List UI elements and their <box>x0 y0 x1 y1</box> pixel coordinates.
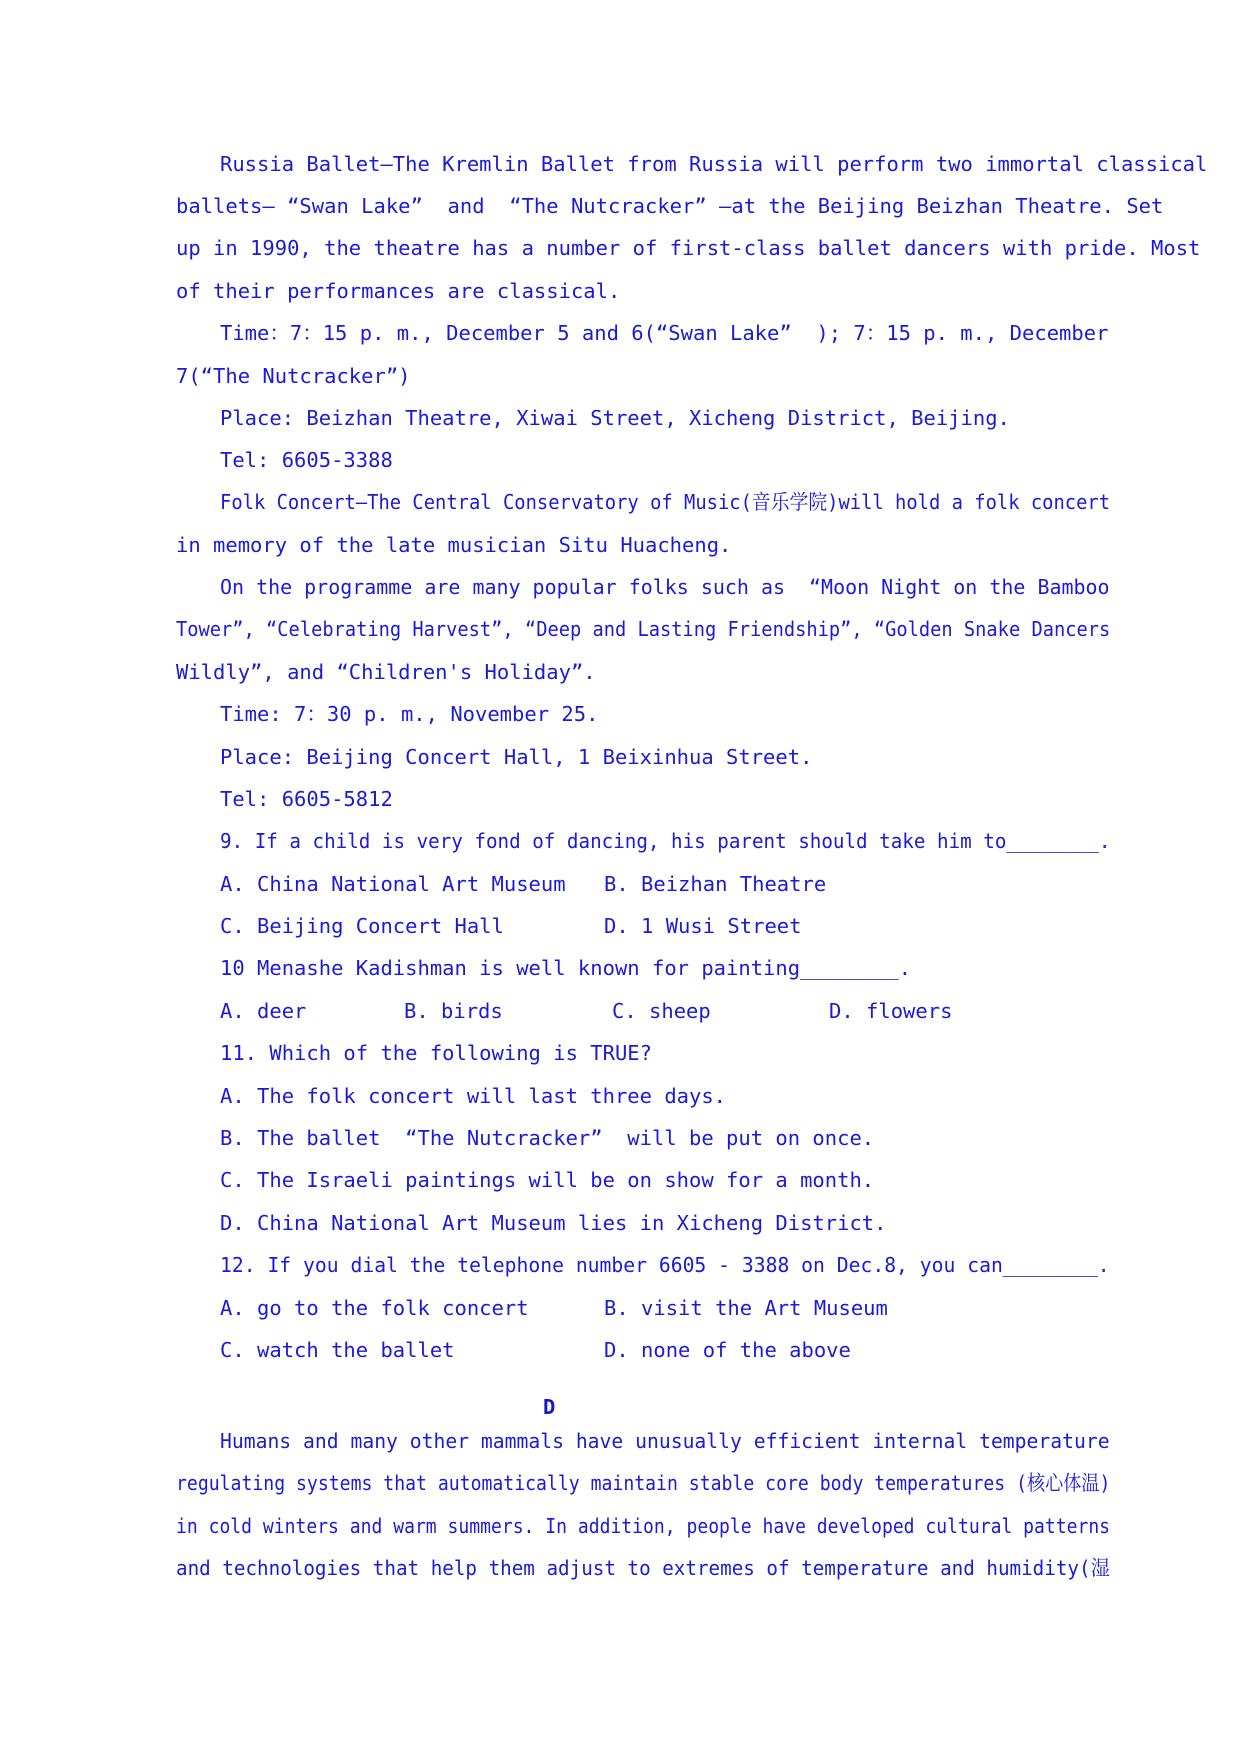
section-d-line-2: regulating systems that automatically maintain stable core body temperatures (核心体温) <box>176 1471 1111 1495</box>
question-11-option-c: C. The Israeli paintings will be on show for a month. <box>220 1168 875 1192</box>
section-d-line-4: and technologies that help them adjust to extremes of temperature and humidity(湿 <box>176 1556 1110 1580</box>
folk-programme-line-3: Wildly”, and “Children's Holiday”. <box>176 660 596 684</box>
question-9-option-b: B. Beizhan Theatre <box>604 872 827 896</box>
ballet-line-2: ballets— “Swan Lake” and “The Nutcracker” —at the Beijing Beizhan Theatre. Set <box>176 194 1164 218</box>
question-9-option-a: A. China National Art Museum <box>220 872 566 896</box>
question-12-option-a: A. go to the folk concert <box>220 1296 529 1320</box>
question-9-option-d: D. 1 Wusi Street <box>604 914 802 938</box>
question-10-stem: 10 Menashe Kadishman is well known for painting________. <box>220 956 912 980</box>
section-d-heading: D <box>543 1395 556 1419</box>
question-11-option-b: B. The ballet “The Nutcracker” will be put on once. <box>220 1126 875 1150</box>
question-11-option-a: A. The folk concert will last three days. <box>220 1084 727 1108</box>
question-12-option-c: C. watch the ballet <box>220 1338 455 1362</box>
ballet-line-3: up in 1990, the theatre has a number of first-class ballet dancers with pride. Most <box>176 236 1201 260</box>
folk-tel: Tel: 6605-5812 <box>220 787 393 811</box>
question-11-stem: 11. Which of the following is TRUE? <box>220 1041 652 1065</box>
question-10-option-b: B. birds <box>404 999 503 1023</box>
folk-place: Place: Beijing Concert Hall, 1 Beixinhua Street. <box>220 745 813 769</box>
question-12-stem: 12. If you dial the telephone number 6605 - 3388 on Dec.8, you can________. <box>220 1253 1110 1277</box>
ballet-place: Place: Beizhan Theatre, Xiwai Street, Xicheng District, Beijing. <box>220 406 1010 430</box>
folk-programme-line-2: Tower”, “Celebrating Harvest”, “Deep and Lasting Friendship”, “Golden Snake Dancers <box>176 617 1111 641</box>
ballet-line-4: of their performances are classical. <box>176 279 621 303</box>
question-9-stem: 9. If a child is very fond of dancing, his parent should take him to________. <box>220 829 1111 853</box>
ballet-time-line-1: Time：7：15 p. m., December 5 and 6(“Swan Lake” ); 7：15 p. m., December <box>220 321 1109 345</box>
folk-line-2: in memory of the late musician Situ Huacheng. <box>176 533 732 557</box>
question-10-option-c: C. sheep <box>612 999 711 1023</box>
question-9-option-c: C. Beijing Concert Hall <box>220 914 504 938</box>
question-11-option-d: D. China National Art Museum lies in Xicheng District. <box>220 1211 887 1235</box>
question-12-option-b: B. visit the Art Museum <box>604 1296 888 1320</box>
section-d-line-3: in cold winters and warm summers. In addition, people have developed cultural patterns <box>176 1514 1111 1538</box>
question-10-option-d: D. flowers <box>829 999 953 1023</box>
question-12-option-d: D. none of the above <box>604 1338 851 1362</box>
ballet-time-line-2: 7(“The Nutcracker”) <box>176 364 411 388</box>
folk-time: Time: 7：30 p. m., November 25. <box>220 702 599 726</box>
folk-line-1: Folk Concert—The Central Conservatory of Music(音乐学院)will hold a folk concert <box>220 490 1111 514</box>
ballet-tel: Tel: 6605-3388 <box>220 448 393 472</box>
question-10-option-a: A. deer <box>220 999 307 1023</box>
folk-programme-line-1: On the programme are many popular folks such as “Moon Night on the Bamboo <box>220 575 1110 599</box>
section-d-line-1: Humans and many other mammals have unusually efficient internal temperature <box>220 1429 1110 1453</box>
ballet-line-1: Russia Ballet—The Kremlin Ballet from Russia will perform two immortal classical <box>220 152 1208 176</box>
